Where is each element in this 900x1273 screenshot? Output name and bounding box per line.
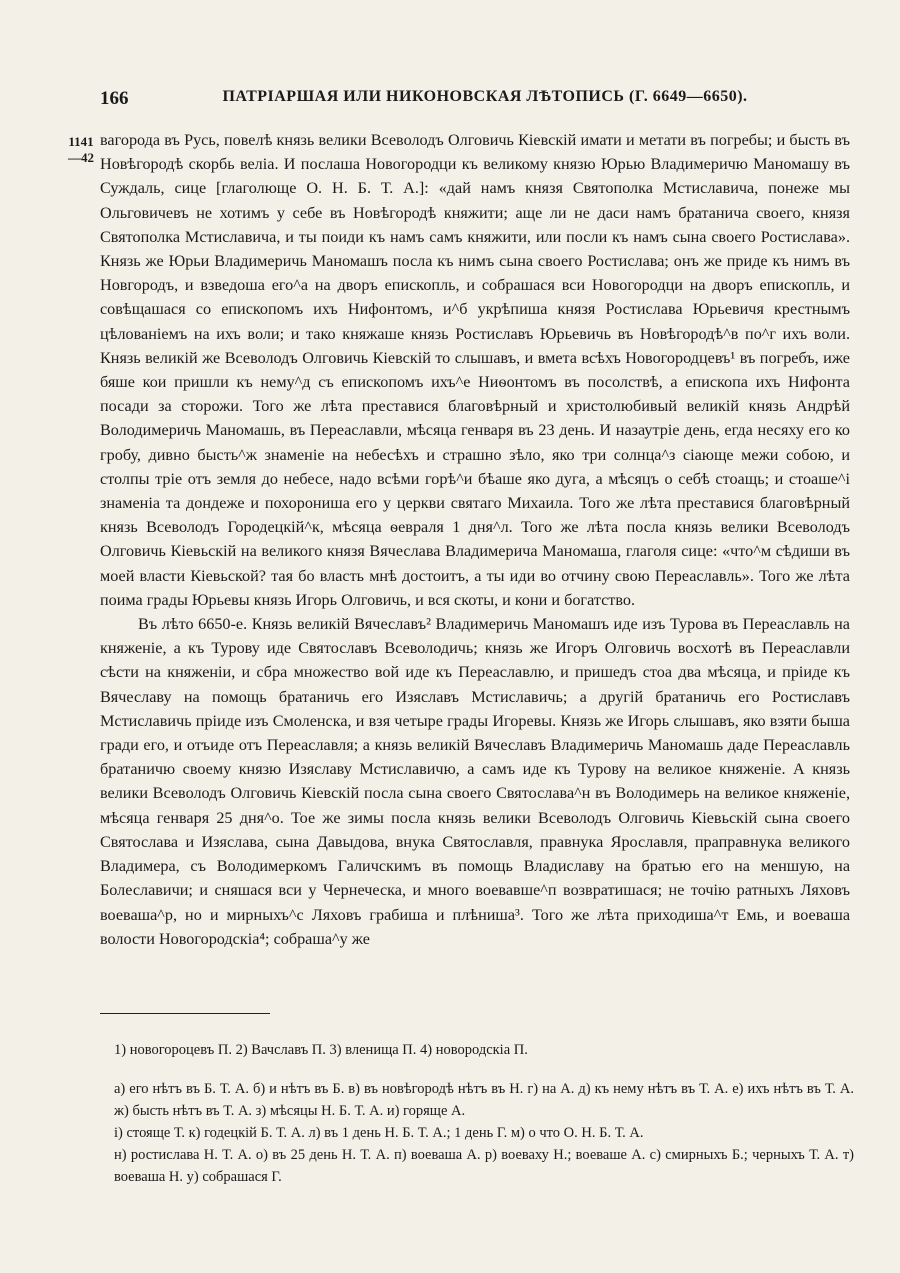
footnote-divider — [100, 1013, 270, 1014]
chronicle-text — [100, 128, 850, 951]
margin-year — [68, 134, 94, 166]
variant-readings — [114, 1078, 854, 1188]
variant-line: і) стояще Т. к) годецкій Б. Т. А. л) въ 1 день Н. Б. Т. А.; 1 день Г. м) о что О. Н. Б. Т. А. — [114, 1125, 644, 1141]
margin-year-end: —42 — [68, 150, 94, 165]
running-title: ПАТРІАРШАЯ ИЛИ НИКОНОВСКАЯ ЛѢТОПИСЬ (Г. 6649—6650). — [222, 88, 748, 105]
variant-line: н) ростислава Н. Т. А. о) въ 25 день Н. Т. А. п) воеваша А. р) воеваху Н.; воеваше А. с) смирныхъ Б.; черныхъ Т. А. т) воеваша Н. у) собрашася Г. — [114, 1147, 854, 1185]
numbered-footnotes: 1) новогороцевъ П. 2) Вачславъ П. 3) вленища П. 4) новородскіа П. — [114, 1042, 528, 1058]
paragraph: Въ лѣто 6650-е. Князь великій Вячеславъ² Владимеричь Маномашъ иде изъ Турова въ Переаславль на княженіе, а къ Турову иде Святославъ Всеволодичь; князь же Игоръ Олговичь восхотѣ въ Переаславли сѣсти на княженіи, и сбра множество вой иде къ Переаславлю, и пришедъ стоа два мѣсяца, и пріиде къ Вячеславу на помощь братаничь его Изяславъ Мстиславичь; а другій братаничь его Ростиславъ Мстиславичь пріиде изъ Смоленска, и взя четыре грады Игоревы. Князь же Игорь слышавъ, яко взяти быша гради его, и отъиде отъ Переаславля; а князь великій Вячеславъ Владимеричь Маномашь даде Переаславль братаничю своему князю Изяславу Мстиславичю, а самъ иде къ Турову на великое княженіе. А князь велики Всеволодъ Олговичь Кіевскій посла сына своего Святослава^н въ Володимерь на великое княженіе, мѣсяца генваря 25 дня^о. Тое же зимы посла князь велики Всеволодъ Олговичь Кіевьскій сына своего Святослава и Изяслава, сына Давыдова, внука Святославля, правнука Ярославля, праправнука великого Владимера, съ Володимеркомъ Галичскимъ въ помощь Владиславу на братью его на меншую, на Болеславичи; и сняшася вси у Чернеческа, и много воевавше^п возвратишася; не точію ратныхъ Ляховъ воеваша^р, но и мирныхъ^с Ляховъ грабиша и плѣниша³. Того же лѣта приходиша^т Емь, и воеваша волости Новогородскіа⁴; собраша^у же — [100, 615, 850, 948]
margin-year-start: 1141 — [68, 134, 94, 149]
variant-line: а) его нѣтъ въ Б. Т. А. б) и нѣтъ въ Б. в) въ новѣгородѣ нѣтъ въ Н. г) на А. д) къ нему нѣтъ въ Т. А. е) ихъ нѣтъ въ Т. А. ж) бысть нѣтъ въ Т. А. з) мѣсяцы Н. Б. Т. А. и) горяще А. — [114, 1081, 854, 1119]
page-number: 166 — [100, 88, 129, 109]
page-header — [100, 88, 800, 112]
paragraph: вагорода въ Русь, повелѣ князь велики Всеволодъ Олговичь Кіевскій имати и метати въ погребы; и бысть въ Новѣгородѣ скорбь веліа. И послаша Новогородци къ великому князю Юрью Владимеричю Маномашу въ Суждаль, сице [глаголюще О. Н. Б. Т. А.]: «дай намъ князя Святополка Мстиславича, понеже мы Ольговичевъ не хотимъ у себе въ Новѣгородѣ княжити; аще ли не даси намъ братанича своего, князя Святополка Мстиславича, и ты поиди къ намъ самъ княжити, или посли къ намъ сына своего Ростислава». Князь же Юрьи Владимеричь Маномашъ посла къ нимъ сына своего Ростислава; онъ же приде къ нимъ въ Новгородъ, и взведоша его^а на дворъ епископль, и собрашася вси Новогородци на дворъ епископль, и совѣщашася со епископомъ ихъ Нифонтомъ, и^б укрѣпиша князя Ростислава Юрьевичя крестнымъ цѣлованіемъ на ихъ воли; и тако княжаше князь Ростиславъ Юрьевичь въ Новѣгородѣ^в по^г ихъ воли. Князь великій же Всеволодъ Олговичь Кіевскій то слышавъ, и вмета всѣхъ Новогородцевъ¹ въ погребъ, иже бяше кои пришли къ нему^д съ епископомъ ихъ^е Ниѳонтомъ въ посолствѣ, а епископа ихъ Нифонта посади за сторожи. Того же лѣта преставися благовѣрный и христолюбивый великій князь Андрѣй Володимеричь Маномашь, въ Переаславли, мѣсяца генваря въ 23 день. И назаутріе день, егда несяху его ко гробу, дивно бысть^ж знаменіе на небесѣхъ и страшно зѣло, яко три солнца^з сіающе межи собою, и столпы тріе отъ земля до небесе, надо всѣми горѣ^и бѣаше яко дуга, а мѣсяцъ о себѣ стоащь; и стоаше^і знаменіа та дондеже и похорониша его у церкви святаго Михаила. Того же лѣта преставися благовѣрный князь Всеволодъ Городецкій^к, мѣсяца ѳевраля 1 дня^л. Того же лѣта посла князь велики Всеволодъ Олговичь Кіевьскій на великого князя Вячеслава Владимерича Маномаша, глаголя сице: «что^м сѣдиши въ моей власти Кіевьской? тая бо власть мнѣ достоитъ, а ты иди во отчину свою Переаславль». Того же лѣта поима грады Юрьевы князь Игорь Олговичь, и вся скоты, и кони и богатство. — [100, 131, 850, 609]
